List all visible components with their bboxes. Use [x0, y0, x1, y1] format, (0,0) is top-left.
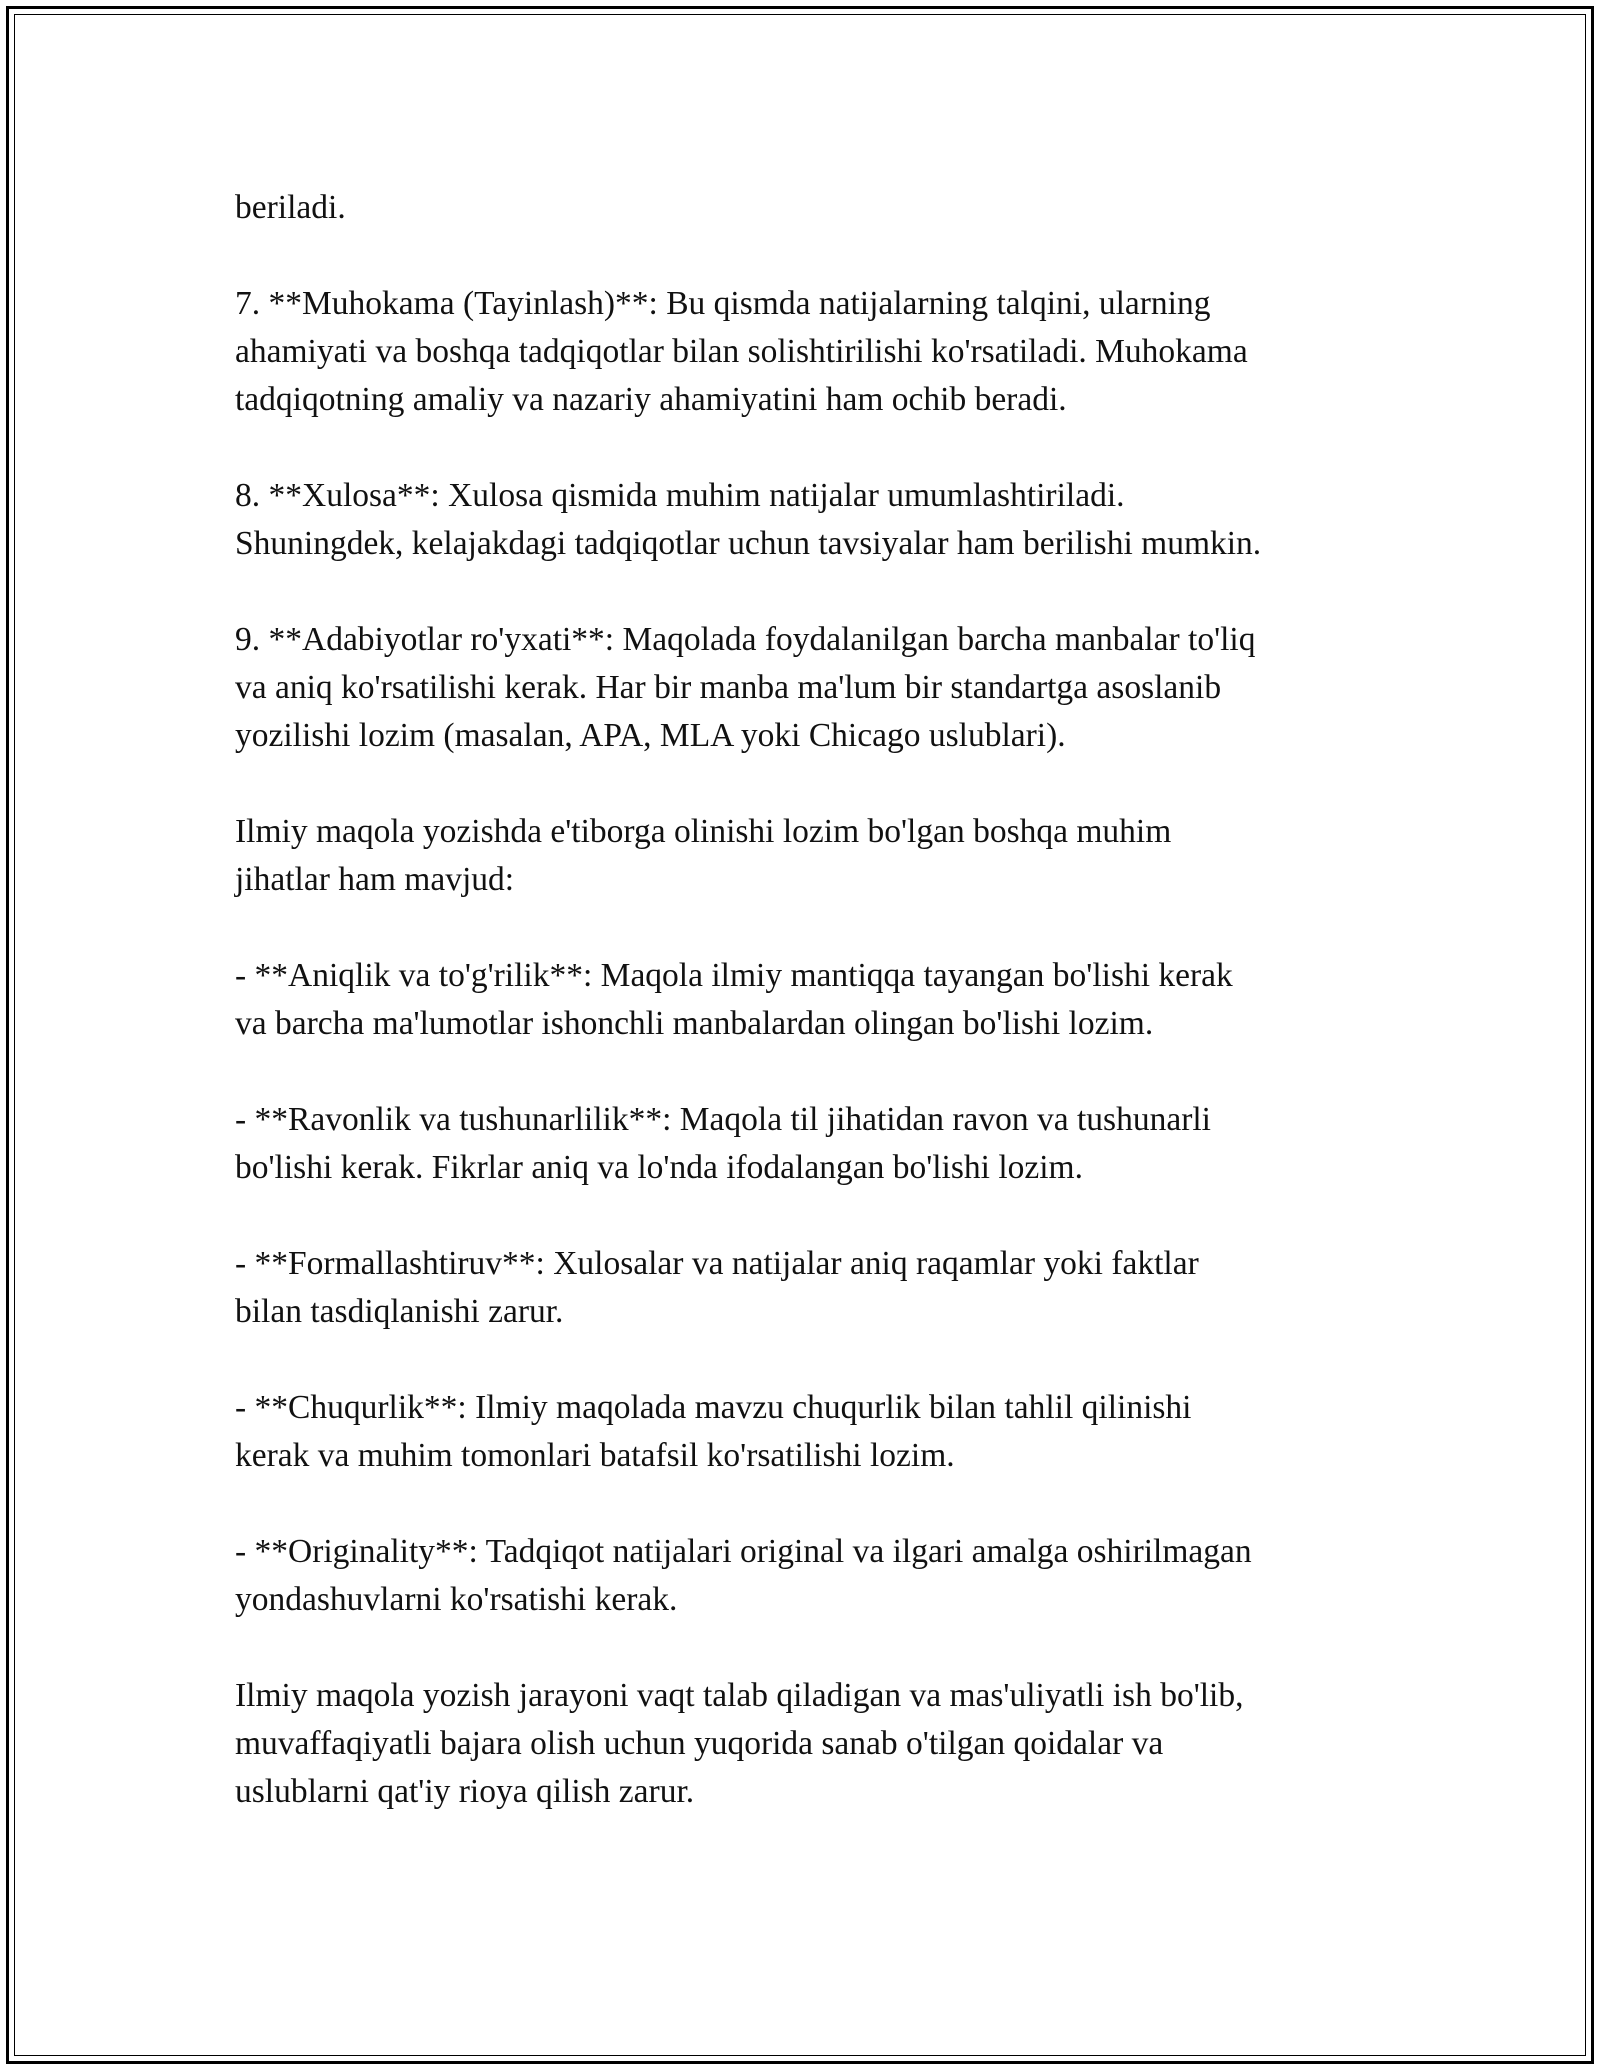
- paragraph-continuation: beriladi.: [235, 189, 346, 226]
- bullet-aniqlik: - **Aniqlik va to'g'rilik**: Maqola ilmiy mantiqqa tayangan bo'lishi kerak va barcha ma'lumotlar ishonchli manbalardan olingan bo'lishi lozim.: [235, 957, 1233, 1042]
- paragraph-adabiyotlar: 9. **Adabiyotlar ro'yxati**: Maqolada foydalanilgan barcha manbalar to'liq va aniq ko'rsatilishi kerak. Har bir manba ma'lum bir standartga asoslanib yozilishi lozim (masalan, APA, MLA yoki Chicago uslublari).: [235, 621, 1256, 754]
- bullet-ravonlik: - **Ravonlik va tushunarlilik**: Maqola til jihatidan ravon va tushunarli bo'lishi kerak. Fikrlar aniq va lo'nda ifodalangan bo'lishi lozim.: [235, 1101, 1211, 1186]
- bullet-chuqurlik: - **Chuqurlik**: Ilmiy maqolada mavzu chuqurlik bilan tahlil qilinishi kerak va muhim tomonlari batafsil ko'rsatilishi lozim.: [235, 1389, 1192, 1474]
- bullet-formallashtiruv: - **Formallashtiruv**: Xulosalar va natijalar aniq raqamlar yoki faktlar bilan tasdiqlanishi zarur.: [235, 1245, 1199, 1330]
- paragraph-intro-aspects: Ilmiy maqola yozishda e'tiborga olinishi lozim bo'lgan boshqa muhim jihatlar ham mavjud:: [235, 813, 1172, 898]
- bullet-originality: - **Originality**: Tadqiqot natijalari original va ilgari amalga oshirilmagan yondashuvlarni ko'rsatishi kerak.: [235, 1533, 1252, 1618]
- paragraph-conclusion: Ilmiy maqola yozish jarayoni vaqt talab qiladigan va mas'uliyatli ish bo'lib, muvaffaqiyatli bajara olish uchun yuqorida sanab o'tilgan qoidalar va uslublarni qat'iy rioya qilish zarur.: [235, 1677, 1244, 1810]
- paragraph-muhokama: 7. **Muhokama (Tayinlash)**: Bu qismda natijalarning talqini, ularning ahamiyati va boshqa tadqiqotlar bilan solishtirilishi ko'rsatiladi. Muhokama tadqiqotning amaliy va nazariy ahamiyatini ham ochib beradi.: [235, 285, 1248, 418]
- paragraph-xulosa: 8. **Xulosa**: Xulosa qismida muhim natijalar umumlashtiriladi. Shuningdek, kelajakdagi tadqiqotlar uchun tavsiyalar ham berilishi mumkin.: [235, 477, 1262, 562]
- document-body: [235, 184, 1385, 1816]
